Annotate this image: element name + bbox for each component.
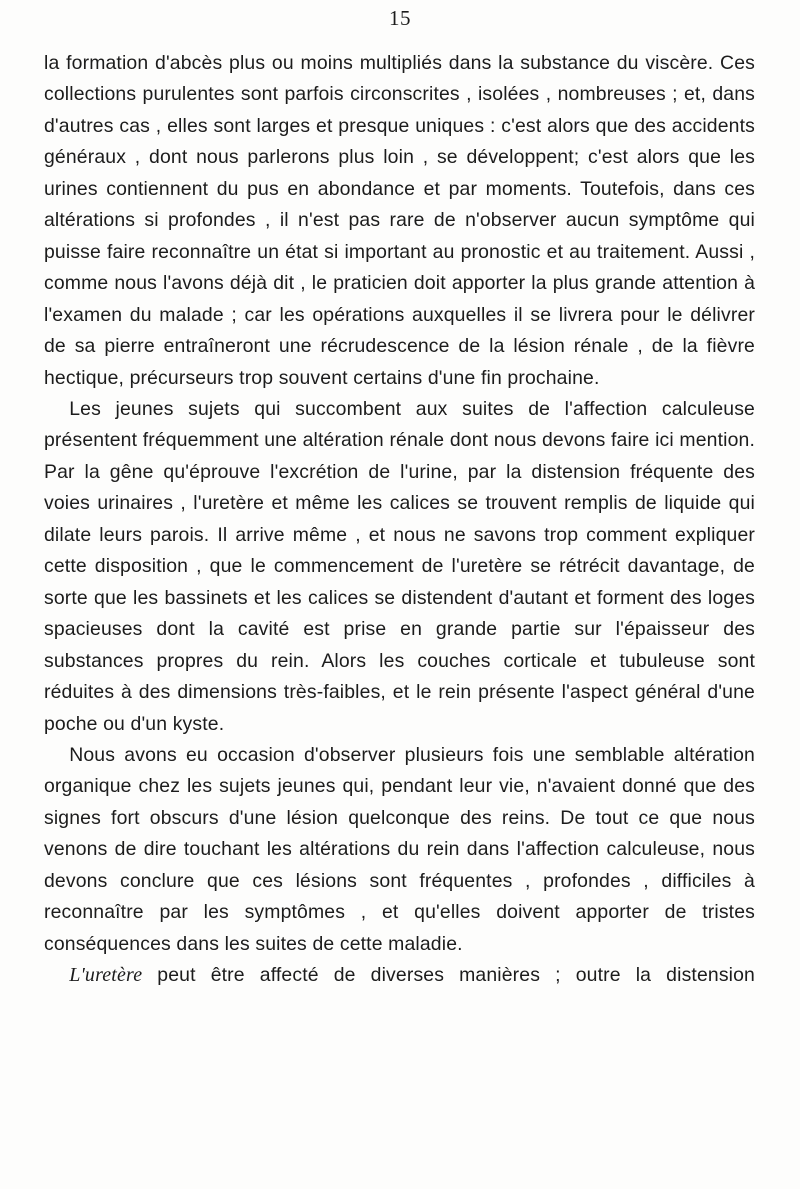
page-number: 15 <box>389 6 411 30</box>
paragraph-3: Nous avons eu occasion d'observer plusieurs fois une semblable altération organique chez les sujets jeunes qui, pendant leur vie, n'avaient donné que des signes fort obscurs d'une lésion quelconque des reins. De tout ce que nous venons de dire touchant les altérations du rein dans l'affection calculeuse, nous devons conclure que ces lésions sont fréquentes , profondes , difficiles à reconnaître par les symptômes , et qu'elles doivent apporter de tristes conséquences dans les suites de cette maladie. <box>44 743 755 955</box>
paragraph-1: la formation d'abcès plus ou moins multipliés dans la substance du viscère. Ces collections purulentes sont parfois circonscrites , isolées , nombreuses ; et, dans d'autres cas , elles sont larges et presque uniques : c'est alors que des accidents généraux , dont nous parlerons plus loin , se développent; c'est alors que les urines contiennent du pus en abondance et par moments. Toutefois, dans ces altérations si profondes , il n'est pas rare de n'observer aucun symptôme qui puisse faire reconnaître un état si important au pronostic et au traitement. Aussi , comme nous l'avons déjà dit , le praticien doit apporter la plus grande attention à l'examen du malade ; car les opérations auxquelles il se livrera pour le délivrer de sa pierre entraîneront une récrudescence de la lésion rénale , de la fièvre hectique, précurseurs trop souvent certains d'une fin prochaine. <box>44 52 755 389</box>
paragraph-2: Les jeunes sujets qui succombent aux suites de l'affection calculeuse présentent fréquemment une altération rénale dont nous devons faire ici mention. Par la gêne qu'éprouve l'excrétion de l'urine, par la distension fréquente des voies urinaires , l'uretère et même les calices se trouvent remplis de liquide qui dilate leurs parois. Il arrive même , et nous ne savons trop comment expliquer cette disposition , que le commencement de l'uretère se rétrécit davantage, de sorte que les bassinets et les calices se distendent d'autant et forment des loges spacieuses dont la cavité est prise en grande partie sur l'épaisseur des substances propres du rein. Alors les couches corticale et tubuleuse sont réduites à des dimensions très-faibles, et le rein présente l'aspect général d'une poche ou d'un kyste. <box>44 397 755 735</box>
paragraph-4-text: peut être affecté de diverses manières ; outre la distension <box>142 964 755 987</box>
body-text <box>44 48 755 992</box>
paragraph-4 <box>44 960 755 991</box>
paragraph-4-italic-lead: L'uretère <box>69 964 143 987</box>
